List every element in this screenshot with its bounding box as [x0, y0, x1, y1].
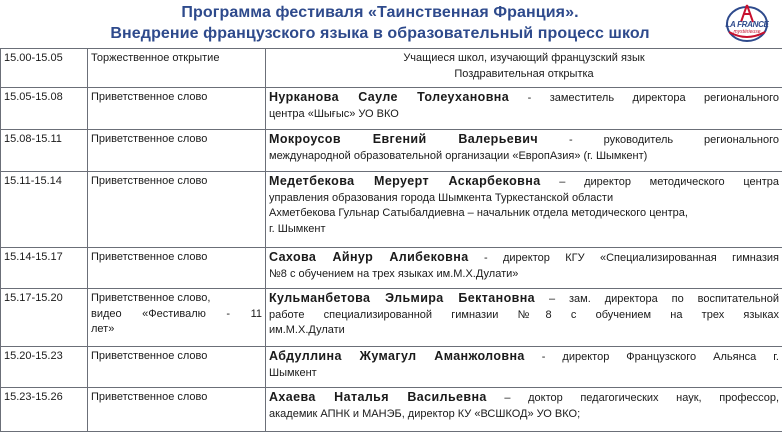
description-cell [266, 248, 782, 289]
speaker-role-cont: Шымкент [269, 366, 317, 379]
speaker-role-cont: международной образовательной организации «ЕвропАзия» (г. Шымкент) [269, 149, 648, 162]
type-cell: Приветственное слово [88, 248, 266, 289]
time-cell: 15.08-15.11 [1, 130, 88, 172]
time-cell: 15.05-15.08 [1, 88, 88, 130]
table-row [1, 289, 782, 347]
speaker-name: Медетбекова Меруерт Аскарбековна [269, 174, 541, 188]
type-cell [88, 289, 266, 347]
speaker-role: - директор Французского Альянса г. [524, 351, 779, 363]
speaker-role-cont: работе специализированной гимназии №8 с обучением на трех языках [269, 308, 779, 321]
type-line: лет» [91, 323, 115, 335]
speaker-role: – зам. директора по воспитательной [535, 293, 780, 305]
type-cell: Приветственное слово [88, 88, 266, 130]
speaker-name: Сахова Айнур Алибековна [269, 250, 469, 264]
type-cell: Торжественное открытие [88, 49, 266, 88]
speaker-role-cont: №8 с обучением на трех языках им.М.Х.Дулати» [269, 267, 519, 280]
time-cell: 15.23-15.26 [1, 388, 88, 432]
festival-logo [724, 2, 770, 44]
time-cell: 15.00-15.05 [1, 49, 88, 88]
speaker-name: Абдуллина Жумагул Аманжоловна [269, 349, 525, 363]
time-cell: 15.11-15.14 [1, 172, 88, 248]
type-cell: Приветственное слово [88, 172, 266, 248]
logo-text: LA FRANCE [725, 20, 769, 29]
speaker-role: – директор методического центра [540, 176, 779, 188]
speaker-name: Ахаева Наталья Васильевна [269, 390, 487, 404]
table-row [1, 130, 782, 172]
description-cell [266, 130, 782, 172]
speaker-role-cont: академик АПНК и МАНЭБ, директор КУ «ВСШКОД» УО ВКО; [269, 407, 581, 420]
speaker-role: - директор КГУ «Специализированная гимназия [468, 252, 779, 264]
table-row [1, 49, 782, 88]
description-cell [266, 88, 782, 130]
table-row [1, 347, 782, 388]
speaker-role-cont: центра «Шығыс» УО ВКО [269, 107, 399, 120]
speaker-role-cont: им.М.Х.Дулати [269, 324, 345, 336]
type-cell: Приветственное слово [88, 347, 266, 388]
table-row [1, 248, 782, 289]
speaker-name: Кульманбетова Эльмира Бектановна [269, 291, 536, 305]
type-cell: Приветственное слово [88, 130, 266, 172]
table-row [1, 172, 782, 248]
time-cell: 15.17-15.20 [1, 289, 88, 347]
table-row [1, 88, 782, 130]
description-cell [266, 49, 782, 88]
type-line: видео «Фестивалю - 11 [91, 307, 262, 320]
description-line: Поздравительная открытка [454, 67, 594, 80]
table-row [1, 388, 782, 432]
description-cell [266, 172, 782, 248]
page-header [0, 0, 782, 46]
speaker-name: Нурканова Сауле Толеухановна [269, 90, 510, 104]
description-cell [266, 388, 782, 432]
speaker-role-cont: г. Шымкент [269, 222, 326, 235]
description-line: Учащиеся школ, изучающий французский язык [403, 52, 645, 64]
speaker-role-cont: управления образования города Шымкента Туркестанской области [269, 191, 614, 204]
page-title: Программа фестиваля «Таинственная Франция». [181, 4, 579, 21]
description-cell [266, 347, 782, 388]
page-subtitle: Внедрение французского языка в образовательный процесс школ [110, 25, 650, 42]
speaker-name: Мокроусов Евгений Валерьевич [269, 132, 538, 146]
time-cell: 15.14-15.17 [1, 248, 88, 289]
speaker-role: - руководитель регионального [537, 134, 779, 146]
speaker-role: – доктор педагогических наук, профессор, [486, 392, 779, 404]
description-cell [266, 289, 782, 347]
type-line: Приветственное слово, [91, 292, 211, 304]
speaker-role: - заместитель директора регионального [509, 92, 779, 104]
speaker-role-cont: Ахметбекова Гульнар Сатыбалдиевна – начальник отдела методического центра, [269, 207, 688, 219]
program-table [0, 48, 782, 432]
time-cell: 15.20-15.23 [1, 347, 88, 388]
logo-subtext: mystérieuse [733, 29, 761, 35]
type-cell: Приветственное слово [88, 388, 266, 432]
